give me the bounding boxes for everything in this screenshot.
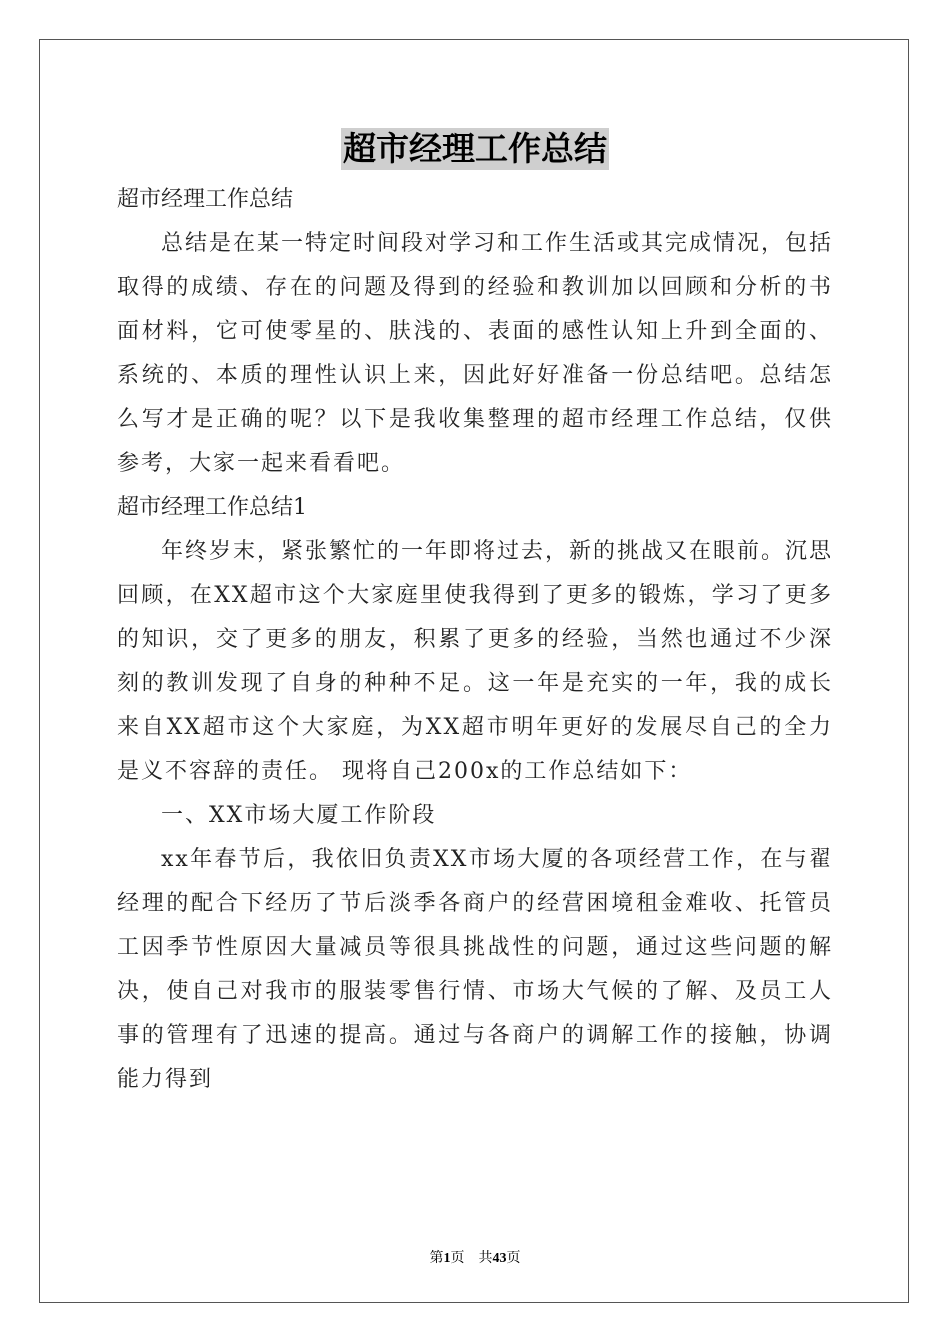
footer-suffix: 页: [506, 1251, 521, 1266]
footer-page-total: 43: [492, 1251, 507, 1266]
sub-heading: 一、XX市场大厦工作阶段: [161, 803, 437, 828]
section-heading: 超市经理工作总结1: [117, 495, 307, 520]
footer-page-current: 1: [443, 1251, 451, 1266]
intro-paragraph: 总结是在某一特定时间段对学习和工作生活或其完成情况，包括取得的成绩、存在的问题及得到的经验和教训加以回顾和分析的书面材料，它可使零星的、肤浅的、表面的感性认知上升到全面的、系统的、本质的理性认识上来，因此好好准备一份总结吧。总结怎么写才是正确的呢？以下是我收集整理的超市经理工作总结，仅供参考，大家一起来看看吧。: [117, 231, 834, 476]
subtitle: 超市经理工作总结: [117, 187, 294, 212]
title-container: [0, 128, 950, 170]
document-body: [117, 178, 833, 1102]
document-title: 超市经理工作总结: [343, 129, 607, 168]
footer-mid: 页 共: [450, 1251, 493, 1266]
section-paragraph-2: xx年春节后，我依旧负责XX市场大厦的各项经营工作，在与翟经理的配合下经历了节后淡季各商户的经营困境租金难收、托管员工因季节性原因大量减员等很具挑战性的问题，通过这些问题的解决，使自己对我市的服装零售行情、市场大气候的了解、及员工人事的管理有了迅速的提高。通过与各商户的调解工作的接触，协调能力得到: [117, 847, 833, 1092]
footer-prefix: 第: [429, 1251, 444, 1266]
page-footer: [0, 1247, 950, 1267]
section-paragraph-1: 年终岁末，紧张繁忙的一年即将过去，新的挑战又在眼前。沉思回顾，在XX超市这个大家庭里使我得到了更多的锻炼，学习了更多的知识，交了更多的朋友，积累了更多的经验，当然也通过不少深刻的教训发现了自身的种种不足。这一年是充实的一年，我的成长来自XX超市这个大家庭，为XX超市明年更好的发展尽自己的全力是义不容辞的责任。 现将自己200x的工作总结如下：: [117, 539, 834, 784]
